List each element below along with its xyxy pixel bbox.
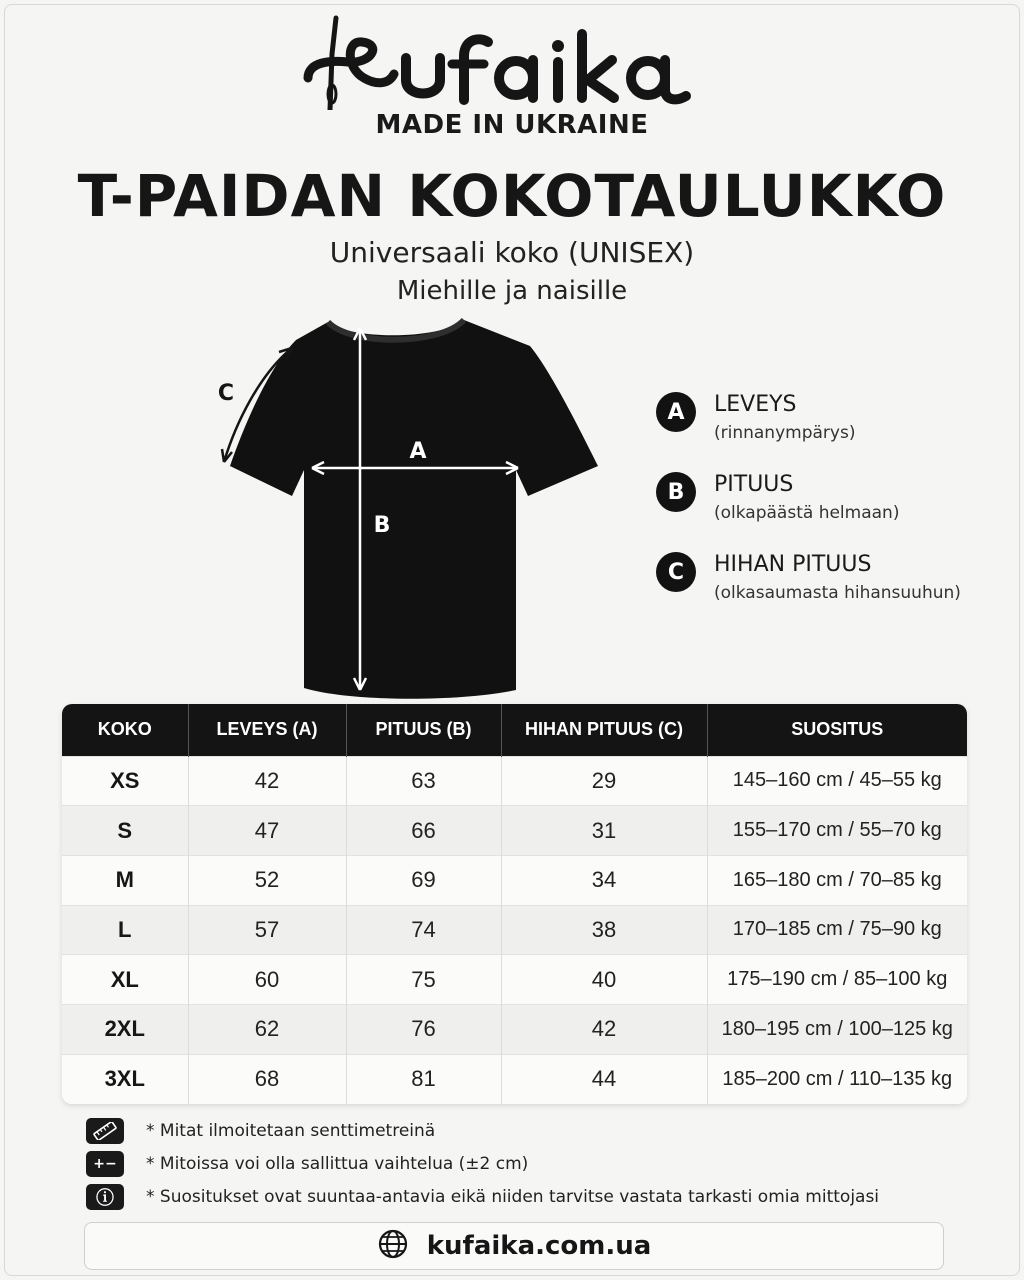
globe-icon xyxy=(377,1228,409,1264)
made-in-ukraine: MADE IN UKRAINE xyxy=(375,110,649,140)
cell-sleeve: 29 xyxy=(501,756,707,806)
cell-size: M xyxy=(62,855,188,905)
cell-width: 42 xyxy=(188,756,346,806)
table-row xyxy=(62,756,967,806)
legend-item-c xyxy=(654,550,1014,630)
legend-badge-c: C xyxy=(656,552,696,592)
column-header-width: LEVEYS (A) xyxy=(188,704,346,756)
column-header-size: KOKO xyxy=(62,704,188,756)
table-row xyxy=(62,806,967,856)
measure-label-b: B xyxy=(373,513,391,538)
cell-length: 66 xyxy=(346,806,501,856)
table-row xyxy=(62,1004,967,1054)
table-row xyxy=(62,1054,967,1104)
page-title: T-PAIDAN KOKOTAULUKKO xyxy=(77,162,947,230)
measure-label-c: C xyxy=(217,381,235,406)
cell-width: 52 xyxy=(188,855,346,905)
cell-size: S xyxy=(62,806,188,856)
note-text: * Suositukset ovat suuntaa-antavia eikä niiden tarvitse vastata tarkasti omia mittojasi xyxy=(146,1187,880,1207)
note-text: * Mitat ilmoitetaan senttimetreinä xyxy=(146,1121,436,1141)
cell-length: 81 xyxy=(346,1054,501,1104)
legend-badge-a: A xyxy=(656,392,696,432)
cell-recommendation: 155–170 cm / 55–70 kg xyxy=(707,806,967,856)
note-item xyxy=(86,1184,966,1217)
legend-desc: (olkapäästä helmaan) xyxy=(714,503,900,523)
cell-length: 76 xyxy=(346,1004,501,1054)
legend-desc: (rinnanympärys) xyxy=(714,423,856,443)
table-header-row xyxy=(62,704,967,756)
website-link[interactable]: kufaika.com.ua xyxy=(426,1231,652,1261)
cell-length: 74 xyxy=(346,905,501,955)
cell-width: 68 xyxy=(188,1054,346,1104)
page-subtitle: Universaali koko (UNISEX) xyxy=(329,236,695,269)
cell-length: 63 xyxy=(346,756,501,806)
page-subtitle-secondary: Miehille ja naisille xyxy=(396,276,628,306)
kufaika-logo-image xyxy=(302,14,722,110)
tshirt-shape xyxy=(230,320,598,699)
cell-size: XL xyxy=(62,955,188,1005)
cell-sleeve: 40 xyxy=(501,955,707,1005)
cell-recommendation: 170–185 cm / 75–90 kg xyxy=(707,905,967,955)
tshirt-diagram xyxy=(200,310,620,700)
legend-item-b xyxy=(654,470,1014,550)
cell-sleeve: 42 xyxy=(501,1004,707,1054)
table-row xyxy=(62,955,967,1005)
website-footer[interactable] xyxy=(84,1222,944,1270)
legend-name: PITUUS xyxy=(714,472,794,497)
column-header-length: PITUUS (B) xyxy=(346,704,501,756)
column-header-recommendation: SUOSITUS xyxy=(791,719,884,740)
info-icon: ⓘ xyxy=(86,1184,124,1210)
cell-width: 47 xyxy=(188,806,346,856)
cell-sleeve: 38 xyxy=(501,905,707,955)
cell-size: XS xyxy=(62,756,188,806)
legend-item-a xyxy=(654,390,1014,470)
table-row xyxy=(62,855,967,905)
legend-badge-b: B xyxy=(656,472,696,512)
cell-width: 60 xyxy=(188,955,346,1005)
note-item xyxy=(86,1151,966,1184)
plus-minus-icon: +− xyxy=(86,1151,124,1177)
legend-desc: (olkasaumasta hihansuuhun) xyxy=(714,583,961,603)
legend-name: LEVEYS xyxy=(714,392,797,417)
cell-sleeve: 44 xyxy=(501,1054,707,1104)
cell-recommendation: 145–160 cm / 45–55 kg xyxy=(707,756,967,806)
note-text: * Mitoissa voi olla sallittua vaihtelua (±2 cm) xyxy=(146,1154,529,1174)
cell-size: 2XL xyxy=(62,1004,188,1054)
column-header-sleeve: HIHAN PITUUS (C) xyxy=(501,704,707,756)
measurement-legend xyxy=(654,390,1014,630)
cell-width: 62 xyxy=(188,1004,346,1054)
cell-recommendation: 175–190 cm / 85–100 kg xyxy=(707,955,967,1005)
ruler-icon xyxy=(86,1118,124,1144)
legend-name: HIHAN PITUUS xyxy=(714,552,872,577)
measure-label-a: A xyxy=(409,439,427,464)
cell-length: 69 xyxy=(346,855,501,905)
cell-length: 75 xyxy=(346,955,501,1005)
table-row xyxy=(62,905,967,955)
cell-size: 3XL xyxy=(62,1054,188,1104)
note-item xyxy=(86,1118,966,1151)
cell-size: L xyxy=(62,905,188,955)
cell-recommendation: 185–200 cm / 110–135 kg xyxy=(707,1054,967,1104)
cell-recommendation: 165–180 cm / 70–85 kg xyxy=(707,855,967,905)
brand-logo xyxy=(0,14,1024,94)
notes-list xyxy=(86,1118,966,1217)
cell-sleeve: 34 xyxy=(501,855,707,905)
cell-width: 57 xyxy=(188,905,346,955)
cell-sleeve: 31 xyxy=(501,806,707,856)
size-table xyxy=(62,704,967,1104)
cell-recommendation: 180–195 cm / 100–125 kg xyxy=(707,1004,967,1054)
